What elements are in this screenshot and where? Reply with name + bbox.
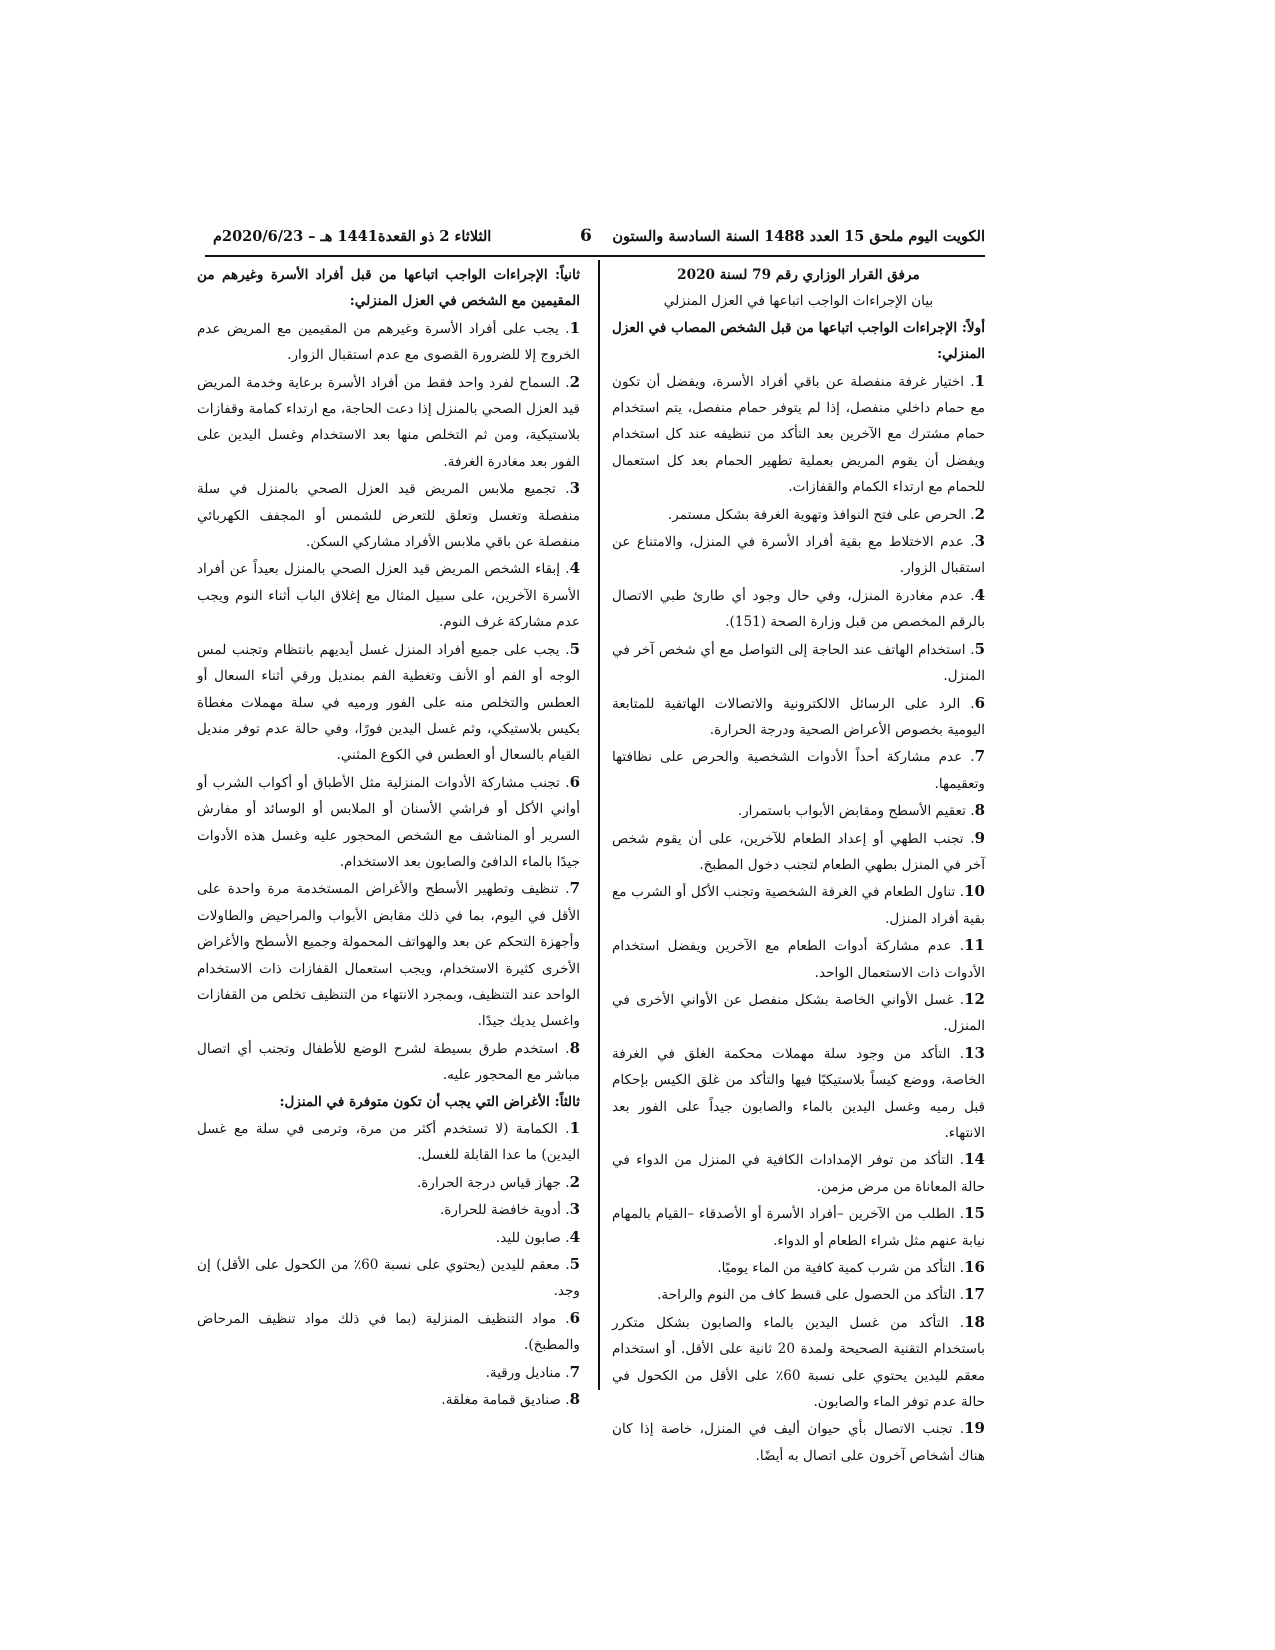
item-number: 4 (569, 1227, 580, 1246)
item-text: . الكمامة (لا تستخدم أكثر من مرة، وترمى في سلة مع غسل اليدين) ما عدا القابلة للغسل. (197, 1121, 580, 1164)
item-text: . تجنب الاتصال بأي حيوان أليف في المنزل، خاصة إذا كان هناك أشخاص آخرون على اتصال به أيضًا. (612, 1421, 985, 1464)
item-number: 5 (974, 639, 985, 658)
item-text: . عدم مشاركة أحداً الأدوات الشخصية والحرص على نظافتها وتعقيمها. (612, 749, 985, 792)
list-item (197, 1305, 580, 1359)
item-number: 1 (569, 1119, 580, 1137)
item-number: 14 (964, 1150, 985, 1169)
item-number: 15 (964, 1204, 985, 1223)
item-text: . معقم لليدين (يحتوي على نسبة 60٪ من الكحول على الأقل) إن وجد. (197, 1257, 580, 1300)
list-item (612, 825, 985, 879)
section2-list (197, 315, 580, 1089)
item-text: . يجب على جميع أفراد المنزل غسل أيديهم بانتظام وتجنب لمس الوجه أو الفم أو الأنف وتغطية الفم بمنديل ورقي أثناء السعال أو العطس والتخلص منه على الفور ورميه في سلة مهملات مغطاة بكيس بلاستيكي، وثم غسل اليدين فورًا، وفي حالة عدم توفر منديل القيام بالسعال أو العطس في الكوع المثني. (197, 641, 580, 764)
list-item (197, 1035, 580, 1089)
item-text: . تجنب الطهي أو إعداد الطعام للآخرين، على أن يقوم شخص آخر في المنزل بطهي الطعام لتجنب دخول المطبخ. (612, 830, 985, 873)
column-divider (598, 260, 600, 1390)
item-number: 13 (964, 1043, 985, 1062)
item-text: . جهاز قياس درجة الحرارة. (416, 1174, 570, 1191)
item-number: 8 (974, 801, 985, 820)
list-item (197, 1196, 580, 1223)
list-item (197, 875, 580, 1034)
section1-heading: أولاً: الإجراءات الواجب اتباعها من قبل الشخص المصاب في العزل المنزلي: (612, 319, 985, 363)
list-item (197, 369, 580, 476)
item-number: 1 (974, 371, 985, 390)
header-date: الثلاثاء 2 ذو القعدة1441 هـ – 2020/6/23م (213, 228, 492, 245)
item-text: . غسل الأواني الخاصة بشكل منفصل عن الأواني الأخرى في المنزل. (612, 991, 985, 1035)
list-item (197, 769, 580, 876)
item-number: 4 (974, 585, 985, 604)
item-number: 19 (964, 1419, 985, 1438)
item-number: 6 (974, 693, 985, 712)
item-text: . الرد على الرسائل الالكترونية والاتصالات الهاتفية للمتابعة اليومية بخصوص الأعراض الصحية ودرجة الحرارة. (612, 695, 985, 738)
item-text: . التأكد من شرب كمية كافية من الماء يوميًا. (717, 1260, 965, 1277)
page-header (205, 228, 985, 254)
item-text: . السماح لفرد واحد فقط من أفراد الأسرة برعاية وخدمة المريض قيد العزل الصحي بالمنزل إذا دعت الحاجة، مع ارتداء كمامة وقفازات بلاستيكية، ومن ثم التخلص منها بعد الاستخدام وغسل اليدين على الفور بعد مغادرة الغرفة. (197, 374, 580, 470)
list-item (612, 797, 985, 824)
item-number: 11 (964, 936, 985, 955)
item-text: . التأكد من وجود سلة مهملات محكمة الغلق في الغرفة الخاصة، ووضع كيساً بلاستيكيًا فيها والتأكد من غلق الكيس بإحكام قبل رميه وغسل اليدين بالماء والصابون جيداً على الفور بعد الانتهاء. (612, 1045, 985, 1141)
item-number: 16 (964, 1258, 985, 1277)
section3-heading: ثالثاً: الأغراض التي يجب أن تكون متوفرة في المنزل: (279, 1093, 580, 1110)
item-number: 5 (569, 639, 580, 658)
item-text: . إبقاء الشخص المريض قيد العزل الصحي بالمنزل بعيداً عن أفراد الأسرة الآخرين، على سبيل المثال مع إغلاق الباب أثناء النوم ويجب عدم مشاركة غرف النوم. (197, 561, 580, 631)
right-column (612, 262, 985, 1469)
item-text: . يجب على أفراد الأسرة وغيرهم من المقيمين مع المريض عدم الخروج إلا للضرورة القصوى مع عدم استقبال الزوار. (197, 320, 580, 364)
list-item (612, 636, 985, 690)
item-text: . تنظيف وتطهير الأسطح والأغراض المستخدمة مرة واحدة على الأقل في اليوم، بما في ذلك مقابض الأبواب والمراحيض والطاولات وأجهزة التحكم عن بعد والهواتف المحمولة وجميع الأسطح والأغراض الأخرى كثيرة الاستخدام، ويجب استعمال القفازات ذات الاستخدام الواحد عند التنظيف، وبمجرد الانتهاء من التنظيف تخلص من القفازات واغسل يديك جيدًا. (197, 881, 580, 1030)
list-item (612, 1040, 985, 1147)
header-rule (205, 255, 985, 257)
list-item (197, 636, 580, 769)
page-number: 6 (580, 226, 592, 246)
item-number: 12 (964, 989, 985, 1008)
list-item (197, 1115, 580, 1169)
list-item (197, 1386, 580, 1413)
list-item (197, 1359, 580, 1386)
item-number: 9 (974, 828, 985, 847)
list-item (612, 582, 985, 636)
list-item (197, 1251, 580, 1305)
section1-list (612, 368, 985, 1470)
item-text: . عدم مشاركة أدوات الطعام مع الآخرين ويفضل استخدام الأدوات ذات الاستعمال الواحد. (612, 938, 985, 981)
list-item (197, 1169, 580, 1196)
list-item (197, 1224, 580, 1251)
item-text: . التأكد من غسل اليدين بالماء والصابون بشكل متكرر باستخدام التقنية الصحيحة ولمدة 20 ثانية على الأقل. أو استخدام معقم لليدين يحتوي على نسبة 60٪ على الأقل من الكحول في حالة عدم توفر الماء والصابون. (612, 1314, 985, 1411)
item-text: . التأكد من توفر الإمدادات الكافية في المنزل من الدواء في حالة المعاناة من مرض مزمن. (612, 1152, 985, 1195)
list-item (612, 690, 985, 744)
item-text: . الحرص على فتح النوافذ وتهوية الغرفة بشكل مستمر. (667, 506, 975, 523)
item-text: . أدوية خافضة للحرارة. (439, 1202, 570, 1219)
item-number: 3 (569, 479, 580, 498)
list-item (612, 1200, 985, 1254)
list-item (612, 368, 985, 501)
item-number: 7 (569, 1362, 580, 1381)
item-number: 18 (964, 1312, 985, 1331)
item-number: 2 (569, 372, 580, 391)
section2-heading: ثانياً: الإجراءات الواجب اتباعها من قبل أفراد الأسرة وغيرهم من المقيمين مع الشخص في العزل المنزلي: (197, 267, 580, 310)
item-number: 2 (974, 504, 985, 523)
list-item (197, 475, 580, 555)
item-text: . الطلب من الآخرين –أفراد الأسرة أو الأصدقاء –القيام بالمهام نيابة عنهم مثل شراء الطعام أو الدواء. (612, 1206, 985, 1249)
list-item (612, 1146, 985, 1200)
list-item (612, 501, 985, 528)
item-text: . صناديق قمامة مغلقة. (441, 1392, 570, 1409)
left-column (197, 262, 580, 1413)
item-number: 5 (569, 1255, 581, 1274)
list-item (612, 932, 985, 986)
item-number: 2 (569, 1172, 580, 1191)
item-text: . استخدم طرق بسيطة لشرح الوضع للأطفال وتجنب أي اتصال مباشر مع المحجور عليه. (197, 1040, 580, 1084)
list-item (612, 1415, 985, 1469)
item-number: 7 (974, 747, 985, 766)
item-text: . مناديل ورقية. (485, 1364, 570, 1381)
item-text: . تعقيم الأسطح ومقابض الأبواب باستمرار. (737, 803, 975, 820)
header-publication-info: الكويت اليوم ملحق 15 العدد 1488 السنة السادسة والستون (612, 228, 985, 245)
item-number: 6 (569, 772, 580, 791)
item-text: . تجميع ملابس المريض قيد العزل الصحي بالمنزل في سلة منفصلة وتغسل وتعلق للتعرض للشمس أو المجفف الكهربائي منفصلة عن باقي ملابس الأفراد مشاركي السكن. (197, 481, 580, 551)
list-item (612, 878, 985, 932)
list-item (197, 555, 580, 635)
item-number: 17 (964, 1285, 985, 1304)
item-text: . اختيار غرفة منفصلة عن باقي أفراد الأسرة، ويفضل أن تكون مع حمام داخلي منفصل، إذا لم يتوفر حمام منفصل، يتم استخدام حمام مشترك مع الآخرين بعد التأكد من تنظيفه عند كل استخدام ويفضل أن يقوم المريض بعملية تطهير الحمام بعد كل استعمال للحمام مع ارتداء الكمام والقفازات. (612, 373, 985, 496)
list-item (612, 1254, 985, 1281)
item-number: 1 (569, 318, 580, 337)
list-item (612, 1309, 985, 1416)
item-number: 8 (569, 1038, 580, 1057)
list-item (612, 743, 985, 797)
section3-list (197, 1115, 580, 1413)
list-item (612, 986, 985, 1040)
item-text: . التأكد من الحصول على قسط كاف من النوم والراحة. (657, 1287, 965, 1304)
item-text: . استخدام الهاتف عند الحاجة إلى التواصل مع أي شخص آخر في المنزل. (612, 641, 985, 685)
item-text: . صابون لليد. (495, 1229, 570, 1246)
item-text: . مواد التنظيف المنزلية (بما في ذلك مواد تنظيف المرحاض والمطبخ). (197, 1310, 580, 1354)
list-item (612, 1281, 985, 1308)
item-number: 7 (569, 879, 580, 898)
decision-title: مرفق القرار الوزاري رقم 79 لسنة 2020 (677, 267, 920, 283)
item-text: . عدم مغادرة المنزل، وفي حال وجود أي طارئ طبي الاتصال بالرقم المخصص من قبل وزارة الصحة (151). (612, 587, 985, 631)
item-number: 3 (569, 1200, 580, 1219)
item-text: . تجنب مشاركة الأدوات المنزلية مثل الأطباق أو أكواب الشرب أو أواني الأكل أو فراشي الأسنان أو الملابس أو الوسائد أو مفارش السرير أو المناشف مع الشخص المحجور عليه وغسل هذه الأدوات جيدًا بالماء الدافئ والصابون بعد الاستخدام. (197, 774, 580, 870)
item-number: 4 (569, 559, 580, 578)
list-item (197, 315, 580, 369)
item-number: 8 (569, 1390, 580, 1409)
list-item (612, 528, 985, 582)
item-text: . عدم الاختلاط مع بقية أفراد الأسرة في المنزل، والامتناع عن استقبال الزوار. (612, 534, 985, 577)
item-number: 3 (974, 532, 985, 551)
item-number: 10 (964, 882, 985, 901)
item-text: . تناول الطعام في الغرفة الشخصية وتجنب الأكل أو الشرب مع بقية أفراد المنزل. (612, 884, 985, 927)
decision-subtitle: بيان الإجراءات الواجب اتباعها في العزل المنزلي (663, 293, 934, 310)
item-number: 6 (569, 1308, 580, 1327)
